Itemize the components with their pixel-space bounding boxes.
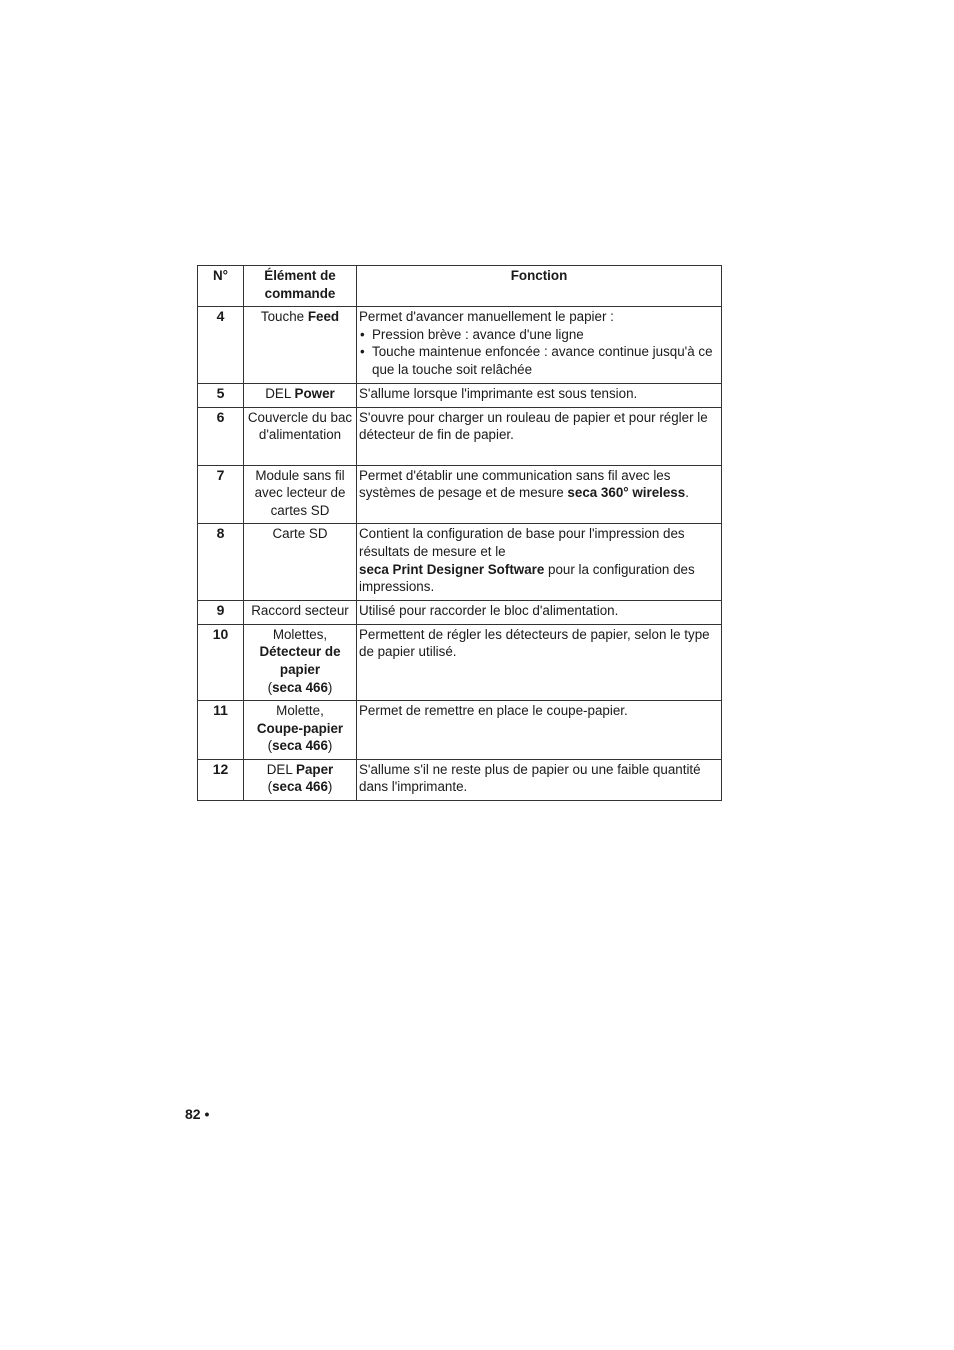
row-number: 10 bbox=[198, 624, 244, 700]
table-row bbox=[198, 307, 722, 383]
row-function: S'allume lorsque l'imprimante est sous tension. bbox=[357, 383, 722, 407]
table-row bbox=[198, 759, 722, 800]
row-element: Couvercle du bac d'alimentation bbox=[244, 407, 357, 465]
table-row bbox=[198, 407, 722, 465]
list-item: • Touche maintenue enfoncée : avance continue jusqu'à ce que la touche soit relâchée bbox=[359, 343, 719, 378]
row-element: DEL Paper (seca 466) bbox=[244, 759, 357, 800]
header-function: Fonction bbox=[357, 266, 722, 307]
row-function: Permettent de régler les détecteurs de papier, selon le type de papier utilisé. bbox=[357, 624, 722, 700]
row-element: Touche Feed bbox=[244, 307, 357, 383]
table-row bbox=[198, 624, 722, 700]
row-number: 9 bbox=[198, 600, 244, 624]
table-header-row bbox=[198, 266, 722, 307]
row-number: 8 bbox=[198, 524, 244, 600]
list-item: • Pression brève : avance d'une ligne bbox=[359, 326, 719, 344]
control-elements-table bbox=[197, 265, 722, 801]
row-function: Utilisé pour raccorder le bloc d'alimentation. bbox=[357, 600, 722, 624]
table-row bbox=[198, 465, 722, 524]
row-number: 12 bbox=[198, 759, 244, 800]
table-row bbox=[198, 701, 722, 760]
row-element: Carte SD bbox=[244, 524, 357, 600]
row-element: Molette, Coupe-papier (seca 466) bbox=[244, 701, 357, 760]
header-element: Élément de commande bbox=[244, 266, 357, 307]
row-number: 4 bbox=[198, 307, 244, 383]
row-number: 6 bbox=[198, 407, 244, 465]
row-element: DEL Power bbox=[244, 383, 357, 407]
table-row bbox=[198, 600, 722, 624]
row-number: 7 bbox=[198, 465, 244, 524]
row-element: Module sans fil avec lecteur de cartes SD bbox=[244, 465, 357, 524]
page-number: 82 • bbox=[185, 1106, 210, 1122]
row-function: Permet d'avancer manuellement le papier : • Pression brève : avance d'une ligne • Touche maintenue enfoncée : avance continue jusqu'à ce que la touche soit relâchée bbox=[357, 307, 722, 383]
row-function: S'allume s'il ne reste plus de papier ou une faible quantité dans l'imprimante. bbox=[357, 759, 722, 800]
bullet-list bbox=[359, 326, 719, 379]
table-row bbox=[198, 524, 722, 600]
row-function: Contient la configuration de base pour l'impression des résultats de mesure et le seca Print Designer Software pour la configuration des impressions. bbox=[357, 524, 722, 600]
row-function: Permet de remettre en place le coupe-papier. bbox=[357, 701, 722, 760]
table-row bbox=[198, 383, 722, 407]
row-number: 11 bbox=[198, 701, 244, 760]
row-number: 5 bbox=[198, 383, 244, 407]
row-element: Molettes, Détecteur de papier (seca 466) bbox=[244, 624, 357, 700]
row-function: S'ouvre pour charger un rouleau de papier et pour régler le détecteur de fin de papier. bbox=[357, 407, 722, 465]
header-number: N° bbox=[198, 266, 244, 307]
row-function: Permet d'établir une communication sans fil avec les systèmes de pesage et de mesure seca 360° wireless. bbox=[357, 465, 722, 524]
row-element: Raccord secteur bbox=[244, 600, 357, 624]
